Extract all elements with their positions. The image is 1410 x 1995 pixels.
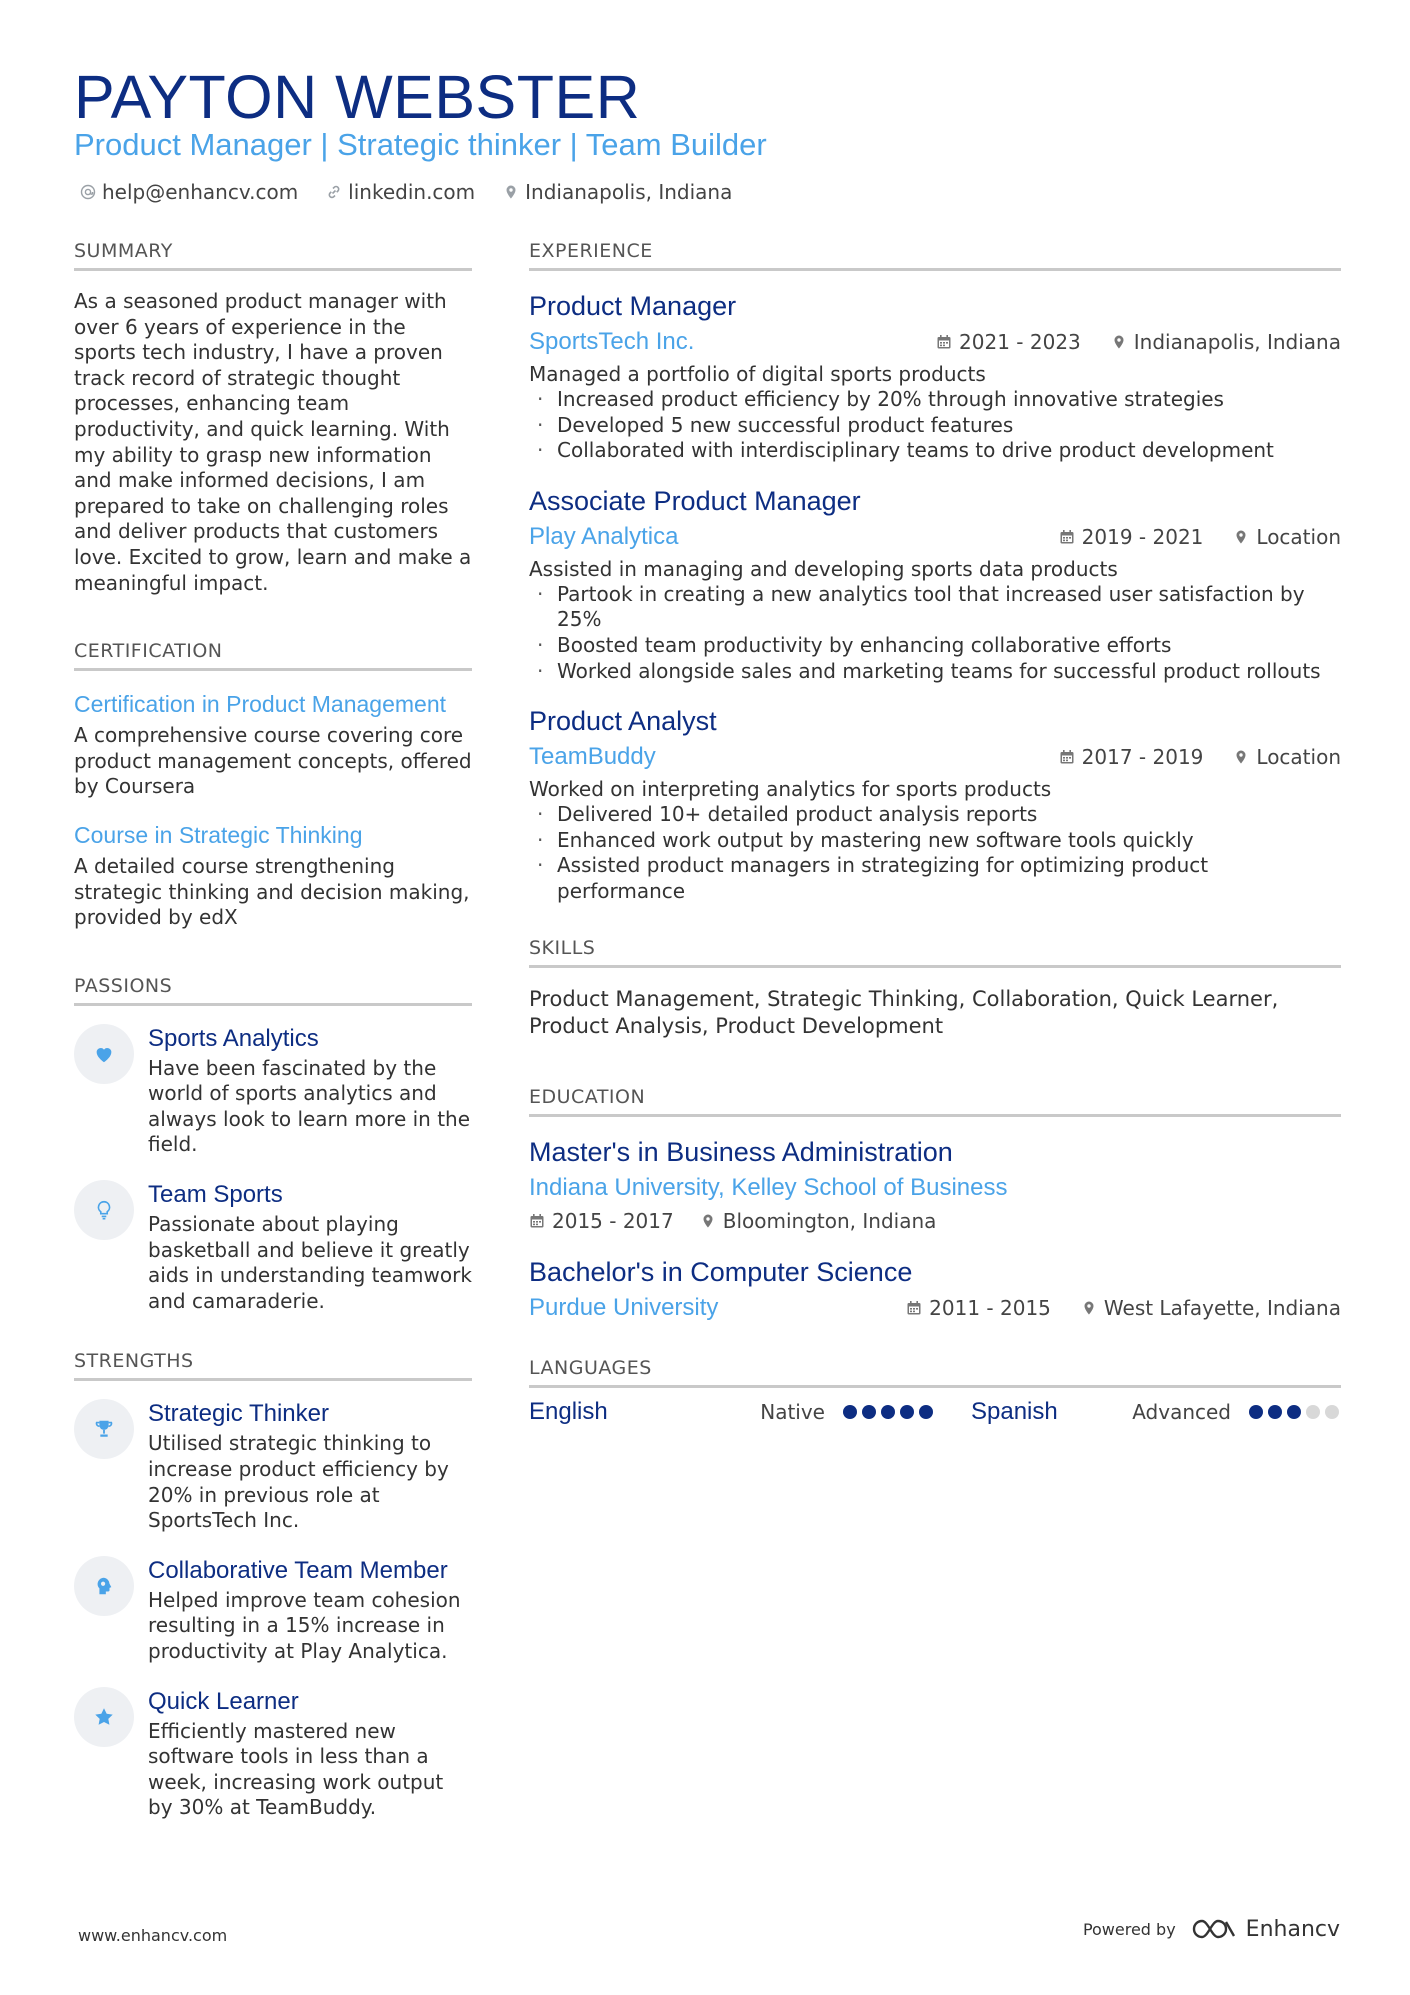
contact-email-text: help@enhancv.com (102, 180, 299, 204)
education-section (529, 1084, 1341, 1325)
language-proficiency-dots (843, 1405, 933, 1419)
job-bullets (529, 387, 1341, 464)
job-description: Worked on interpreting analytics for sports products (529, 777, 1052, 802)
experience-section (529, 238, 1341, 905)
job-bullet: · Enhanced work output by mastering new software tools quickly (529, 828, 1341, 854)
education-location: West Lafayette, Indiana (1103, 1295, 1341, 1320)
certification-item (74, 820, 472, 931)
candidate-headline: Product Manager | Strategic thinker | Team Builder (74, 127, 767, 162)
experience-title: EXPERIENCE (529, 238, 1341, 271)
education-degree: Bachelor's in Computer Science (529, 1256, 913, 1287)
proficiency-dot-filled (1287, 1405, 1301, 1419)
contact-bar (80, 178, 732, 206)
language-proficiency-dots (1249, 1405, 1339, 1419)
strength-desc: Helped improve team cohesion resulting in a 15% increase in productivity at Play Analytica. (148, 1587, 461, 1663)
certification-name: Course in Strategic Thinking (74, 821, 363, 848)
certification-section (74, 638, 472, 931)
strength-desc: Efficiently mastered new software tools in less than a week, increasing work output by 30% at TeamBuddy. (148, 1718, 444, 1820)
job-bullets (529, 802, 1341, 904)
proficiency-dot-filled (900, 1405, 914, 1419)
certification-item (74, 689, 472, 800)
passion-icon-wrap (74, 1180, 134, 1240)
job-bullet: · Increased product efficiency by 20% through innovative strategies (529, 387, 1341, 413)
proficiency-dot-filled (1249, 1405, 1263, 1419)
job-bullet: · Delivered 10+ detailed product analysis reports (529, 802, 1341, 828)
languages-section (529, 1355, 1341, 1430)
languages-title: LANGUAGES (529, 1355, 1341, 1388)
location-pin-icon (700, 1213, 716, 1229)
strength-name: Collaborative Team Member (148, 1556, 448, 1584)
calendar-icon (1059, 749, 1075, 765)
job-title: Product Manager (529, 291, 737, 321)
language-entry (529, 1398, 935, 1426)
proficiency-dot-filled (1268, 1405, 1282, 1419)
language-entry (935, 1398, 1341, 1426)
passion-name: Team Sports (148, 1181, 283, 1209)
job-description: Assisted in managing and developing sports data products (529, 556, 1118, 581)
job-title: Product Analyst (529, 706, 717, 737)
job-location: Indianapolis, Indiana (1133, 330, 1341, 354)
job-bullet: · Assisted product managers in strategizing for optimizing product performance (529, 853, 1341, 904)
job-dates: 2017 - 2019 (1081, 745, 1204, 770)
job-description: Managed a portfolio of digital sports products (529, 362, 986, 386)
proficiency-dot-empty (1306, 1405, 1320, 1419)
job-company: Play Analytica (529, 522, 679, 550)
strength-desc: Utilised strategic thinking to increase product efficiency by 20% in previous role at SportsTech Inc. (148, 1431, 449, 1533)
location-pin-icon (1081, 1300, 1097, 1316)
strengths-section (74, 1348, 472, 1821)
strength-name: Quick Learner (148, 1687, 299, 1715)
location-pin-icon (1233, 749, 1249, 765)
powered-by-label: Powered by (1082, 1919, 1176, 1939)
footer-website[interactable]: www.enhancv.com (78, 1926, 228, 1945)
location-pin-icon (1233, 529, 1249, 545)
contact-location-text: Indianapolis, Indiana (525, 180, 733, 204)
job-dates: 2019 - 2021 (1081, 524, 1204, 549)
passion-desc: Have been fascinated by the world of sports analytics and always look to learn more in the field. (148, 1055, 471, 1157)
job-bullet: · Collaborated with interdisciplinary teams to drive product development (529, 438, 1341, 464)
left-column (74, 238, 472, 1843)
language-name: Spanish (971, 1397, 1058, 1425)
passions-title: PASSIONS (74, 973, 472, 1006)
contact-location (503, 178, 732, 206)
job-bullet: · Developed 5 new successful product features (529, 413, 1341, 439)
certification-name: Certification in Product Management (74, 691, 447, 718)
proficiency-dot-filled (862, 1405, 876, 1419)
heart-icon (93, 1043, 115, 1065)
skills-section (529, 935, 1341, 1040)
education-location: Bloomington, Indiana (722, 1208, 937, 1233)
job-bullets (529, 582, 1341, 684)
calendar-icon (906, 1300, 922, 1316)
language-level: Native (760, 1399, 825, 1424)
calendar-icon (529, 1213, 545, 1229)
education-dates: 2015 - 2017 (552, 1208, 674, 1233)
passion-item (74, 1180, 472, 1314)
skills-title: SKILLS (529, 935, 1341, 968)
job-title: Associate Product Manager (529, 485, 861, 516)
job-location: Location (1256, 524, 1341, 549)
job-bullet: · Boosted team productivity by enhancing collaborative efforts (529, 633, 1341, 659)
skills-text: Product Management, Strategic Thinking, Collaboration, Quick Learner, Product Analysis, Product Development (529, 986, 1279, 1038)
lightbulb-icon (93, 1199, 115, 1221)
link-icon (326, 184, 342, 200)
strength-item (74, 1556, 472, 1665)
passions-section (74, 973, 472, 1315)
education-entry (529, 1255, 1341, 1325)
education-dates: 2011 - 2015 (929, 1295, 1051, 1320)
at-icon (80, 184, 96, 200)
job-company: SportsTech Inc. (529, 328, 695, 355)
proficiency-dot-filled (919, 1405, 933, 1419)
footer-branding (1083, 1916, 1340, 1942)
job-bullet: · Worked alongside sales and marketing teams for successful product rollouts (529, 659, 1341, 685)
job-entry (529, 289, 1341, 464)
job-dates: 2021 - 2023 (959, 330, 1081, 354)
enhancv-logo-icon (1190, 1916, 1238, 1942)
education-degree: Master's in Business Administration (529, 1136, 953, 1167)
language-level: Advanced (1132, 1399, 1231, 1424)
job-company: TeamBuddy (529, 743, 656, 771)
candidate-name: PAYTON WEBSTER (74, 63, 641, 131)
contact-linkedin[interactable] (326, 178, 475, 206)
location-pin-icon (503, 184, 519, 200)
summary-section (74, 238, 472, 596)
education-school: Purdue University (529, 1293, 719, 1321)
passion-desc: Passionate about playing basketball and believe it greatly aids in understanding teamwork and camaraderie. (148, 1212, 472, 1313)
strength-icon-wrap (74, 1556, 134, 1616)
strength-icon-wrap (74, 1687, 134, 1747)
education-title: EDUCATION (529, 1084, 1341, 1117)
strength-icon-wrap (74, 1399, 134, 1459)
location-pin-icon (1111, 334, 1127, 350)
strength-name: Strategic Thinker (148, 1400, 329, 1428)
job-bullet: · Partook in creating a new analytics tool that increased user satisfaction by 25% (529, 582, 1341, 633)
certification-desc: A comprehensive course covering core product management concepts, offered by Coursera (74, 723, 472, 799)
job-location: Location (1256, 745, 1341, 770)
calendar-icon (936, 334, 952, 350)
trophy-icon (93, 1418, 115, 1440)
passion-item (74, 1024, 472, 1158)
contact-email[interactable] (80, 178, 298, 206)
education-entry (529, 1135, 1341, 1237)
star-icon (93, 1706, 115, 1728)
passion-name: Sports Analytics (148, 1024, 319, 1052)
brand-logo[interactable] (1190, 1916, 1340, 1942)
proficiency-dot-filled (881, 1405, 895, 1419)
passion-icon-wrap (74, 1024, 134, 1084)
head-brain-icon (93, 1575, 115, 1597)
proficiency-dot-filled (843, 1405, 857, 1419)
right-column (529, 238, 1341, 1430)
strength-item (74, 1687, 472, 1821)
strength-item (74, 1399, 472, 1533)
job-entry (529, 704, 1341, 904)
summary-title: SUMMARY (74, 238, 472, 271)
calendar-icon (1059, 529, 1075, 545)
certification-title: CERTIFICATION (74, 638, 472, 671)
brand-name: Enhancv (1245, 1916, 1340, 1942)
job-entry (529, 484, 1341, 684)
summary-text: As a seasoned product manager with over 6 years of experience in the sports tech industry, I have a proven track record of strategic thought processes, enhancing team productivity, and quick learning. With my ability to grasp new information and make informed decisions, I am prepared to take on challenging roles and deliver products that customers love. Excited to grow, learn and make a meaningful impact. (74, 289, 472, 595)
strengths-title: STRENGTHS (74, 1348, 472, 1381)
certification-desc: A detailed course strengthening strategic thinking and decision making, provided by edX (74, 853, 470, 930)
contact-linkedin-text: linkedin.com (348, 180, 476, 204)
education-school: Indiana University, Kelley School of Business (529, 1173, 1008, 1201)
language-name: English (529, 1397, 608, 1425)
proficiency-dot-empty (1325, 1405, 1339, 1419)
